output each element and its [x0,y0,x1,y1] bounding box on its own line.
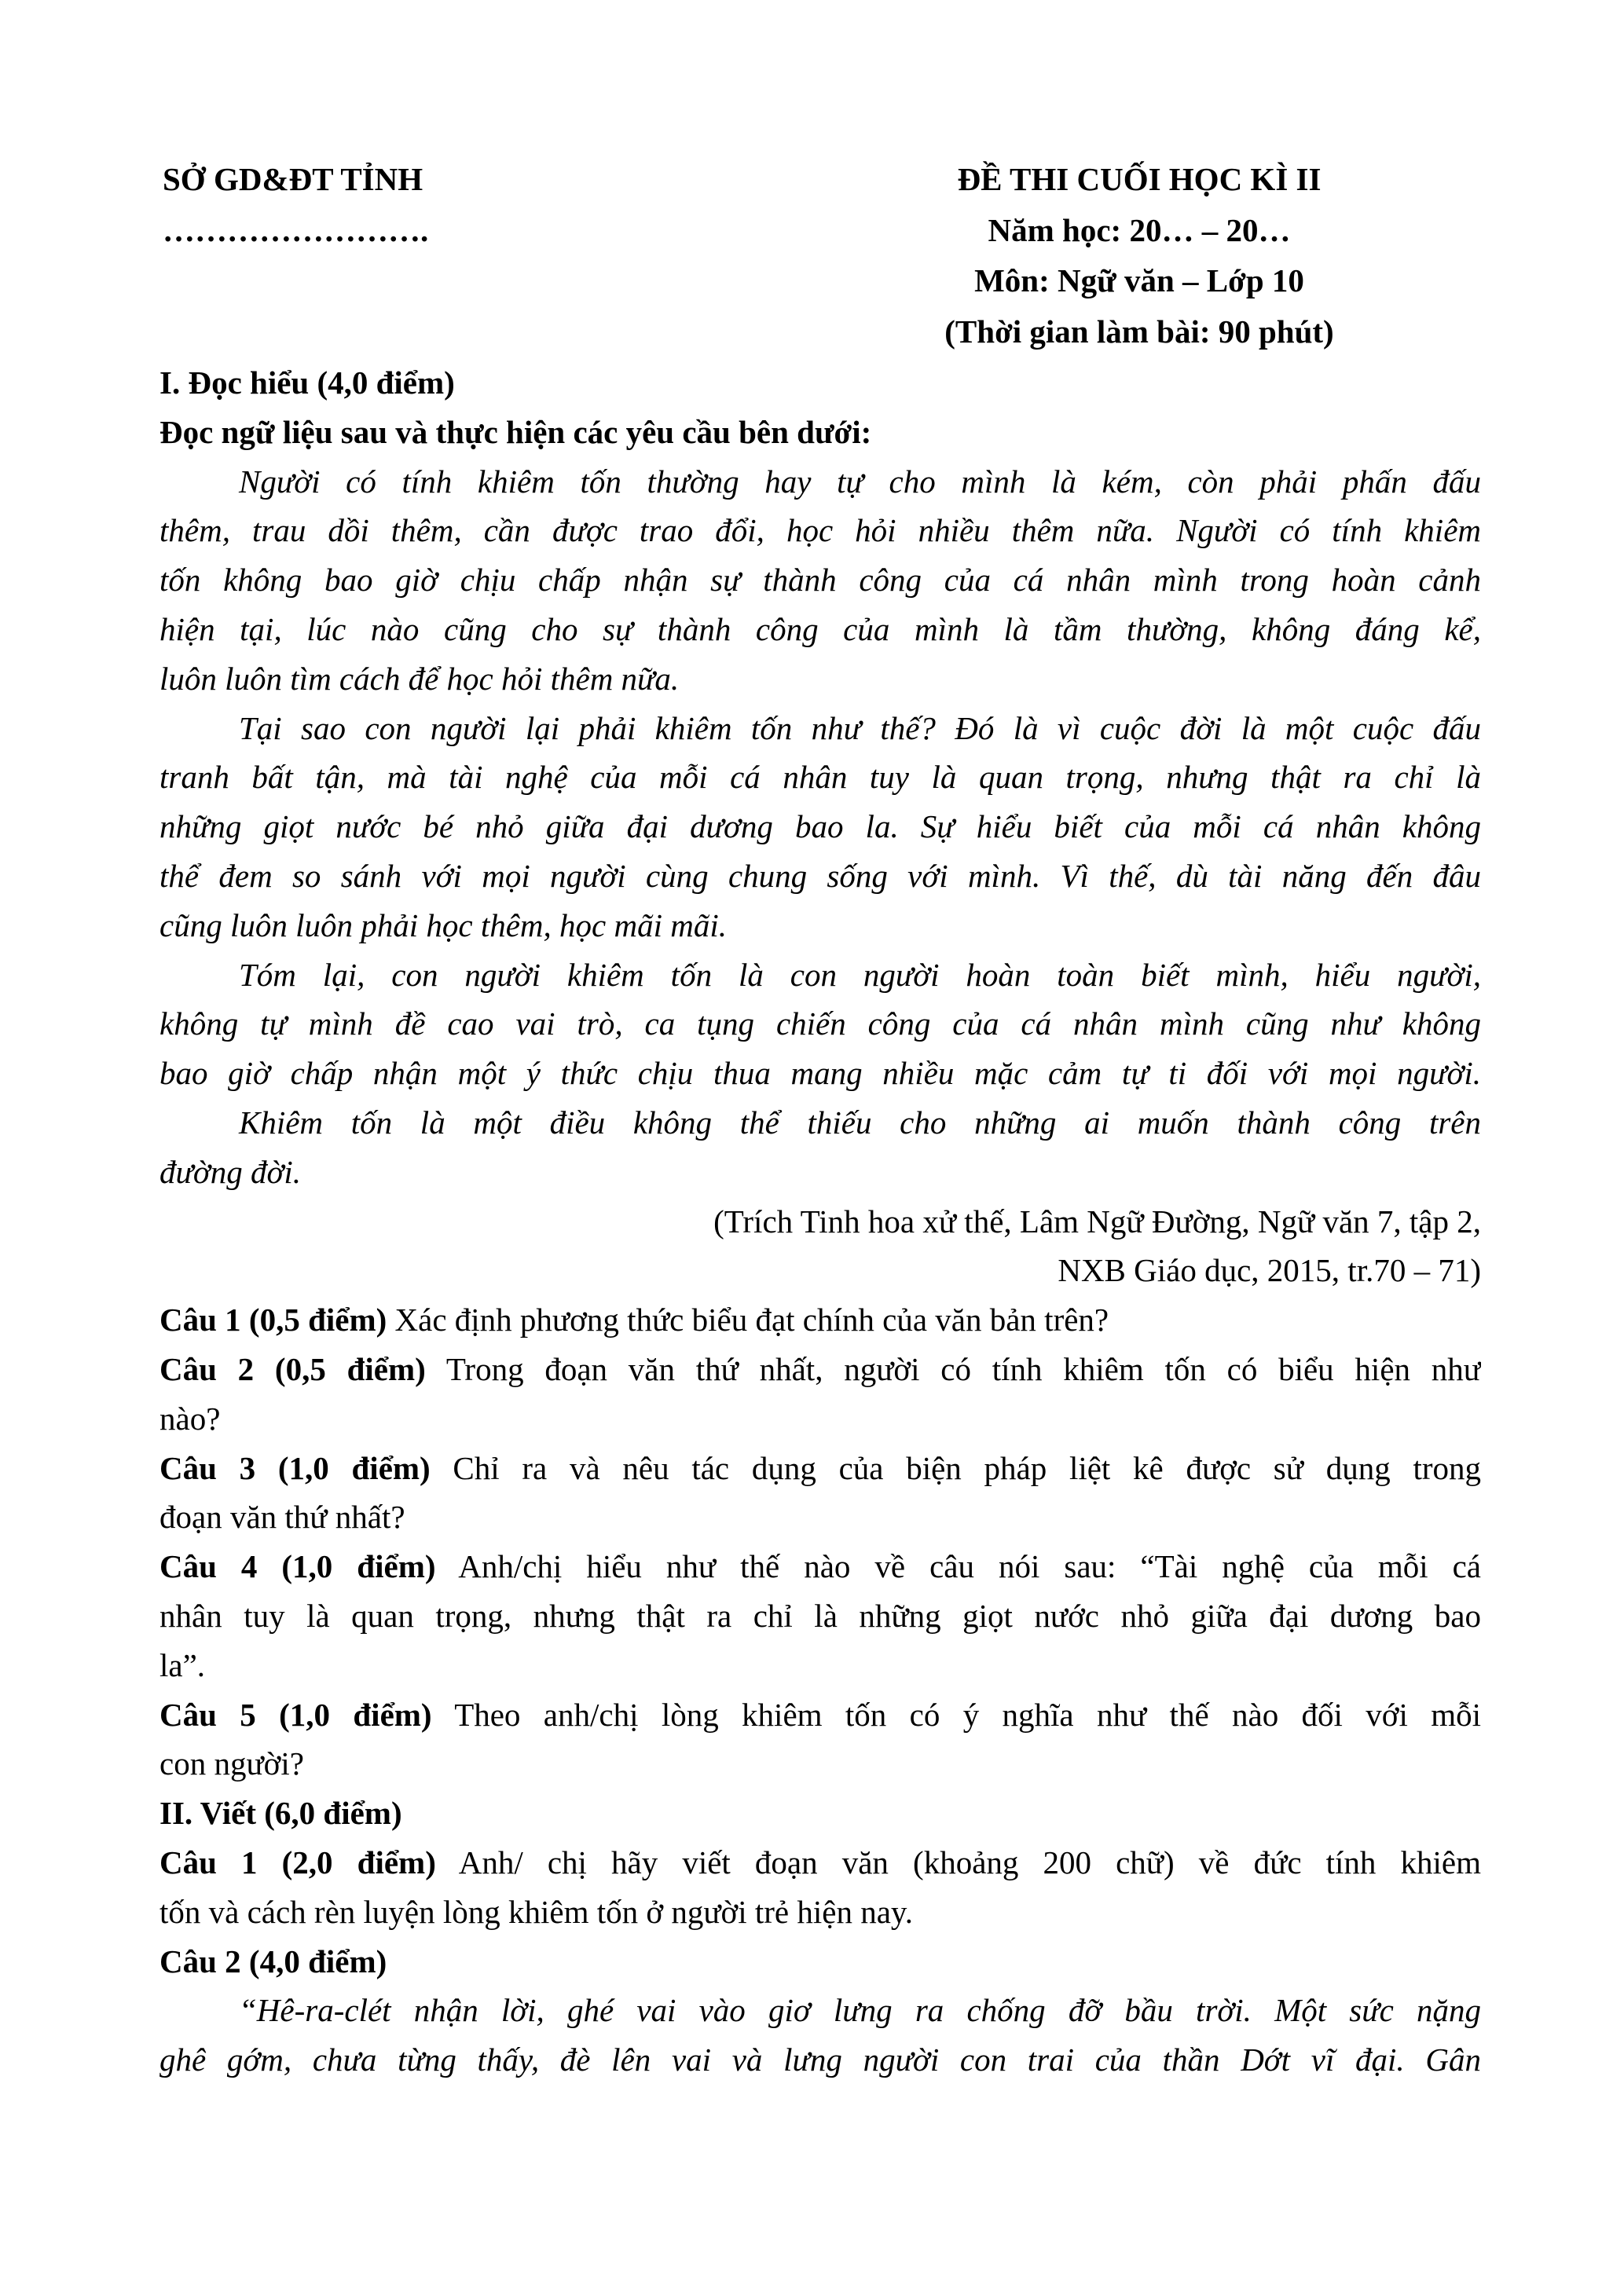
line-text: không tự mình đề cao vai trò, ca tụng chiến công của cá nhân mình cũng như không [159,1005,1481,1042]
line-text: đường đời. [159,1153,302,1190]
subject-grade: Môn: Ngữ văn – Lớp 10 [974,262,1304,298]
line-text: thể đem so sánh với mọi người cùng chung sống với mình. Vì thế, dù tài năng đến đâu [159,857,1481,894]
citation-line [159,1197,1481,1247]
exam-body [159,358,1481,2085]
line-text: tốn không bao giờ chịu chấp nhận sự thành công của cá nhân mình trong hoàn cảnh [159,562,1481,599]
citation-line [159,1246,1481,1295]
passage-line [159,1098,1481,1148]
section-heading [159,408,1481,457]
passage-line [159,950,1481,1000]
line-text: Người có tính khiêm tốn thường hay tự cho mình là kém, còn phải phấn đấu [239,463,1481,500]
question-label: Câu 1 (0,5 điểm) [159,1302,387,1338]
passage-line [159,753,1481,802]
line-text: Anh/ chị hãy viết đoạn văn (khoảng 200 chữ) về đức tính khiêm [435,1844,1481,1880]
line-text: Khiêm tốn là một điều không thể thiếu cho những ai muốn thành công trên [239,1104,1481,1141]
exam-title: ĐỀ THI CUỐI HỌC KÌ II [957,161,1322,197]
line-text: Xác định phương thức biểu đạt chính của văn bản trên? [387,1302,1109,1338]
time-limit: (Thời gian làm bài: 90 phút) [944,313,1334,350]
question-label: Câu 2 (0,5 điểm) [159,1350,426,1387]
department-name: SỞ GD&ĐT TỈNH [163,161,423,197]
passage-line [159,851,1481,901]
line-text: Theo anh/chị lòng khiêm tốn có ý nghĩa như thế nào đối với mỗi [431,1696,1481,1733]
passage-line [159,555,1481,605]
question-line [159,1444,1481,1493]
question-line [159,1591,1481,1641]
question-line [159,1542,1481,1591]
section-heading [159,358,1481,408]
line-text: ghê gớm, chưa từng thấy, đè lên vai và lưng người con trai của thần Dớt vĩ đại. Gân [159,2041,1481,2078]
line-text: (Trích Tinh hoa xử thế, Lâm Ngữ Đường, Ngữ văn 7, tập 2, [713,1203,1481,1240]
line-text: Đọc ngữ liệu sau và thực hiện các yêu cầu bên dưới: [159,413,872,450]
line-text: nhân tuy là quan trọng, nhưng thật ra chỉ là những giọt nước nhỏ giữa đại dương bao [159,1597,1481,1634]
passage-line [159,999,1481,1049]
line-text: Anh/chị hiểu như thế nào về câu nói sau: “Tài nghệ của mỗi cá [435,1548,1481,1585]
line-text: Chỉ ra và nêu tác dụng của biện pháp liệt kê được sử dụng trong [430,1449,1481,1486]
line-text: nào? [159,1400,221,1437]
passage-line [159,1148,1481,1197]
question-line [159,1345,1481,1394]
question-label: Câu 4 (1,0 điểm) [159,1548,436,1585]
passage-line [159,506,1481,555]
passage-line [159,1049,1481,1098]
line-text: NXB Giáo dục, 2015, tr.70 – 71) [1058,1252,1481,1289]
line-text: con người? [159,1745,304,1782]
passage-line [159,457,1481,507]
passage-line [159,704,1481,753]
question-label: Câu 1 (2,0 điểm) [159,1844,436,1880]
question-line [159,1394,1481,1444]
line-text: bao giờ chấp nhận một ý thức chịu thua mang nhiều mặc cảm tự ti đối với mọi người. [159,1055,1481,1092]
line-text: Tóm lại, con người khiêm tốn là con người hoàn toàn biết mình, hiểu người, [239,956,1481,993]
passage-line [159,2035,1481,2085]
line-text: thêm, trau dồi thêm, cần được trao đổi, học hỏi nhiều thêm nữa. Người có tính khiêm [159,512,1481,549]
line-text: Trong đoạn văn thứ nhất, người có tính khiêm tốn có biểu hiện như [425,1350,1481,1387]
line-text: luôn luôn tìm cách để học hỏi thêm nữa. [159,660,680,697]
line-text: những giọt nước bé nhỏ giữa đại dương bao la. Sự hiểu biết của mỗi cá nhân không [159,808,1481,845]
line-text: hiện tại, lúc nào cũng cho sự thành công của mình là tầm thường, không đáng kể, [159,610,1481,647]
question-label: Câu 5 (1,0 điểm) [159,1696,432,1733]
question-line [159,1838,1481,1888]
line-text: Câu 2 (4,0 điểm) [159,1943,387,1979]
line-text: II. Viết (6,0 điểm) [159,1795,402,1832]
question-line [159,1739,1481,1789]
question-line [159,1641,1481,1690]
line-text: Tại sao con người lại phải khiêm tốn như thế? Đó là vì cuộc đời là một cuộc đấu [239,709,1481,746]
question-line [159,1492,1481,1542]
passage-line [159,802,1481,851]
department-placeholder-dots: ……………………. [163,211,429,248]
line-text: cũng luôn luôn phải học thêm, học mãi mãi. [159,906,727,943]
line-text: la”. [159,1646,206,1683]
line-text: I. Đọc hiểu (4,0 điểm) [159,364,455,401]
passage-line [159,901,1481,950]
passage-line [159,1986,1481,2035]
passage-line [159,654,1481,704]
question-line [159,1888,1481,1937]
line-text: đoạn văn thứ nhất? [159,1499,405,1536]
line-text: “Hê-ra-clét nhận lời, ghé vai vào giơ lưng ra chống đỡ bầu trời. Một sức nặng [239,1992,1481,2029]
exam-header [159,154,1487,357]
passage-line [159,605,1481,654]
section-heading [159,1789,1481,1838]
line-text: tốn và cách rèn luyện lòng khiêm tốn ở người trẻ hiện nay. [159,1893,913,1930]
question-label: Câu 3 (1,0 điểm) [159,1449,431,1486]
school-year: Năm học: 20… – 20… [988,211,1291,248]
line-text: tranh bất tận, mà tài nghệ của mỗi cá nhân tuy là quan trọng, nhưng thật ra chỉ là [159,759,1481,796]
question-line [159,1295,1481,1345]
section-heading [159,1937,1481,1987]
question-line [159,1690,1481,1740]
